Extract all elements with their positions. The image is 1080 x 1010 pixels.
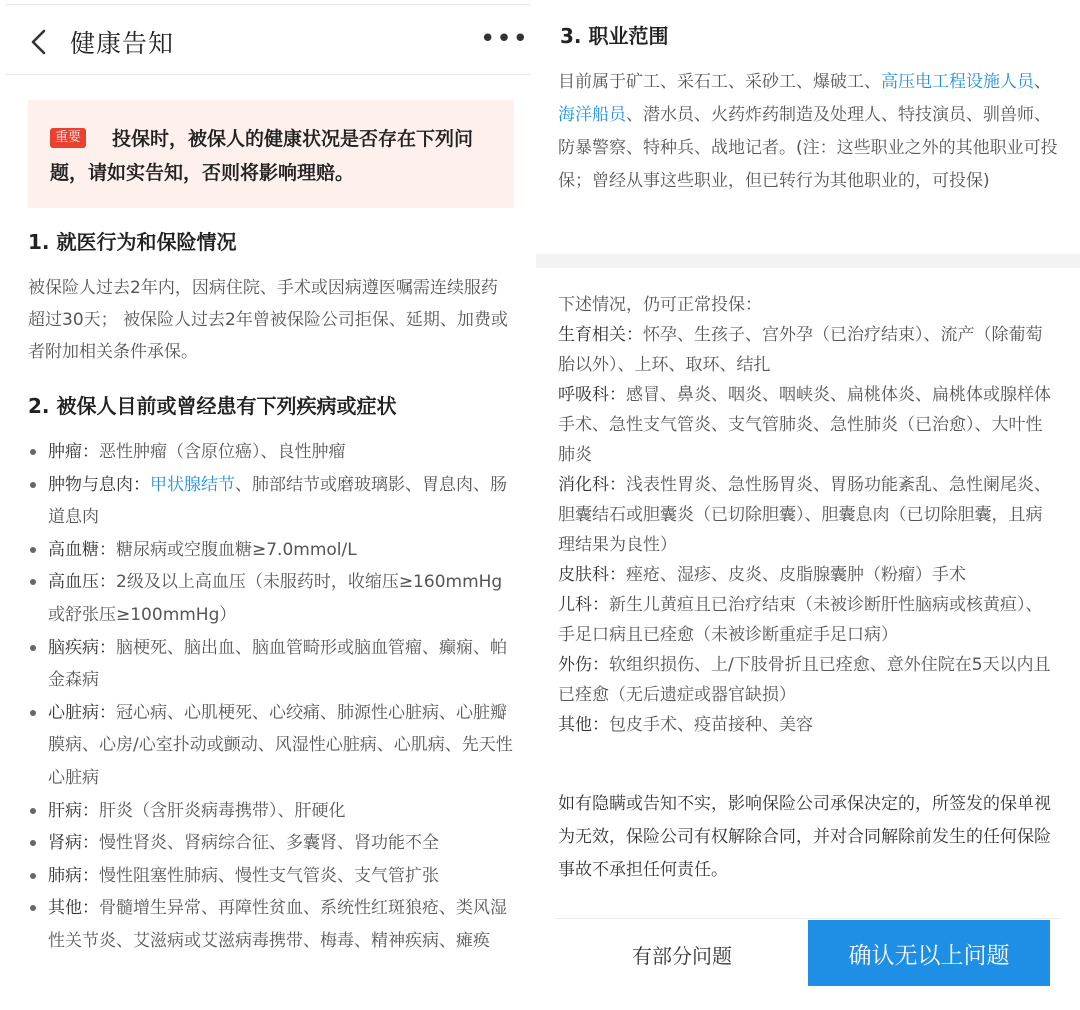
occupation-text-part: 、 [1034, 72, 1051, 92]
bullet-dot [30, 808, 36, 814]
section1-text: 被保险人过去2年内，因病住院、手术或因病遵医嘱需连续服药超过30天； 被保险人过去2年曾被保险公司拒保、延期、加费或者附加相关条件承保。 [28, 278, 508, 362]
disease-detail: 、肺部结节或磨玻璃影、胃息肉、肠道息肉 [48, 474, 507, 528]
disease-category: 肿物与息肉： [48, 474, 150, 495]
condition-category: 皮肤科： [558, 565, 626, 585]
nav-header [0, 10, 536, 76]
bullet-dot [30, 449, 36, 455]
header-divider [6, 74, 530, 75]
back-arrow-icon[interactable] [26, 28, 54, 56]
list-item [28, 892, 518, 957]
important-tag: 重要 [50, 128, 86, 148]
disease-category: 其他： [48, 898, 99, 919]
allowed-conditions [558, 290, 1058, 740]
condition-category: 儿科： [558, 595, 609, 615]
bullet-dot [30, 905, 36, 911]
conditions-intro: 下述情况，仍可正常投保： [558, 295, 762, 315]
notice-text: 投保时，被保人的健康状况是否存在下列问题，请如实告知，否则将影响理赔。 [50, 128, 474, 184]
disease-detail: 脑梗死、脑出血、脑血管畸形或脑血管瘤、癫痫、帕金森病 [48, 637, 507, 691]
list-item [558, 380, 1058, 470]
top-border [6, 4, 530, 5]
disease-detail: 糖尿病或空腹血糖≥7.0mmol/L [116, 539, 357, 560]
disease-detail: 肝炎（含肝炎病毒携带）、肝硬化 [99, 800, 346, 821]
bullet-dot [30, 873, 36, 879]
list-item [28, 436, 518, 469]
left-panel [0, 0, 536, 1010]
list-item [558, 650, 1058, 710]
disease-category: 肾病： [48, 833, 99, 854]
list-item [558, 560, 1058, 590]
condition-category: 消化科： [558, 475, 626, 495]
confirm-no-issues-button[interactable]: 确认无以上问题 [808, 920, 1050, 986]
disease-category: 肝病： [48, 800, 99, 821]
condition-category: 外伤： [558, 655, 609, 675]
list-item [558, 590, 1058, 650]
more-options-icon[interactable]: ••• [480, 24, 530, 54]
right-panel [536, 0, 1080, 1010]
page-title: 健康告知 [70, 29, 175, 58]
condition-detail: 痤疮、湿疹、皮炎、皮脂腺囊肿（粉瘤）手术 [626, 565, 966, 585]
disclosure-warning: 如有隐瞒或告知不实，影响保险公司承保决定的，所签发的保单视为无效，保险公司有权解除合同，并对合同解除前发生的任何保险事故不承担任何责任。 [558, 794, 1051, 880]
disease-category: 心脏病： [48, 702, 116, 723]
list-item [558, 320, 1058, 380]
bullet-dot [30, 840, 36, 846]
disease-detail: 骨髓增生异常、再障性贫血、系统性红斑狼疮、类风湿性关节炎、艾滋病或艾滋病毒携带、梅毒、精神疾病、瘫痪 [48, 898, 507, 951]
occupation-text-part: 、潜水员、火药炸药制造及处理人、特技演员、驯兽师、防暴警察、特种兵、战地记者。(注：这些职业之外的其他职业可投保；曾经从事这些职业，但已转行为其他职业的，可投保) [558, 105, 1058, 191]
bullet-dot [30, 645, 36, 651]
high-voltage-link[interactable]: 高压电工程设施人员 [881, 72, 1034, 92]
list-item [28, 860, 518, 893]
list-item [28, 566, 518, 631]
disease-category: 高血压： [48, 572, 116, 593]
section1-title: 1. 就医行为和保险情况 [28, 230, 237, 254]
occupation-text [558, 66, 1058, 198]
condition-detail: 软组织损伤、上/下肢骨折且已痊愈、意外住院在5天以内且已痊愈（无后遗症或器官缺损） [558, 655, 1051, 705]
marine-crew-link[interactable]: 海洋船员 [558, 105, 626, 125]
disease-list [28, 436, 518, 958]
disease-category: 肺病： [48, 865, 99, 886]
list-item [28, 534, 518, 567]
condition-category: 其他： [558, 715, 609, 735]
list-item [28, 795, 518, 828]
disease-category: 肿瘤： [48, 442, 99, 462]
disease-detail: 冠心病、心肌梗死、心绞痛、肺源性心脏病、心脏瓣膜病、心房/心室扑动或颤动、风湿性心脏病、心肌病、先天性心脏病 [48, 702, 513, 788]
list-item [558, 470, 1058, 560]
disease-detail: 2级及以上高血压（未服药时，收缩压≥160mmHg或舒张压≥100mmHg） [48, 572, 503, 625]
button-divider [556, 918, 1060, 919]
occupation-text-part: 目前属于矿工、采石工、采砂工、爆破工、 [558, 72, 881, 92]
condition-category: 呼吸科： [558, 385, 626, 405]
section2-title: 2. 被保人目前或曾经患有下列疾病或症状 [28, 394, 397, 418]
list-item [28, 827, 518, 860]
list-item [28, 697, 518, 795]
disease-detail: 恶性肿瘤（含原位癌）、良性肿瘤 [99, 442, 346, 462]
disease-category: 高血糖： [48, 539, 116, 560]
disease-detail: 慢性阻塞性肺病、慢性支气管炎、支气管扩张 [99, 865, 439, 886]
condition-detail: 浅表性胃炎、急性肠胃炎、胃肠功能紊乱、急性阑尾炎、胆囊结石或胆囊炎（已切除胆囊）、胆囊息肉（已切除胆囊，且病理结果为良性） [558, 475, 1051, 555]
section3-title: 3. 职业范围 [560, 24, 669, 48]
section-separator [536, 254, 1080, 268]
list-item [28, 469, 518, 534]
bullet-dot [30, 710, 36, 716]
important-notice [28, 100, 514, 208]
bullet-dot [30, 579, 36, 585]
list-item [28, 632, 518, 697]
condition-detail: 怀孕、生孩子、宫外孕（已治疗结束）、流产（除葡萄胎以外）、上环、取环、结扎 [558, 325, 1043, 375]
has-some-issues-button[interactable]: 有部分问题 [560, 922, 804, 986]
disease-category: 脑疾病： [48, 637, 116, 658]
condition-category: 生育相关： [558, 325, 643, 345]
disease-detail: 慢性肾炎、肾病综合征、多囊肾、肾功能不全 [99, 833, 439, 854]
condition-detail: 包皮手术、疫苗接种、美容 [609, 715, 813, 735]
bullet-dot [30, 482, 36, 488]
condition-detail: 感冒、鼻炎、咽炎、咽峡炎、扁桃体炎、扁桃体或腺样体手术、急性支气管炎、支气管肺炎、急性肺炎（已治愈）、大叶性肺炎 [558, 385, 1051, 465]
condition-detail: 新生儿黄疸且已治疗结束（未被诊断肝性脑病或核黄疸）、手足口病且已痊愈（未被诊断重症手足口病） [558, 595, 1043, 645]
thyroid-nodule-link[interactable]: 甲状腺结节 [150, 474, 235, 495]
bullet-dot [30, 547, 36, 553]
list-item [558, 710, 1058, 740]
